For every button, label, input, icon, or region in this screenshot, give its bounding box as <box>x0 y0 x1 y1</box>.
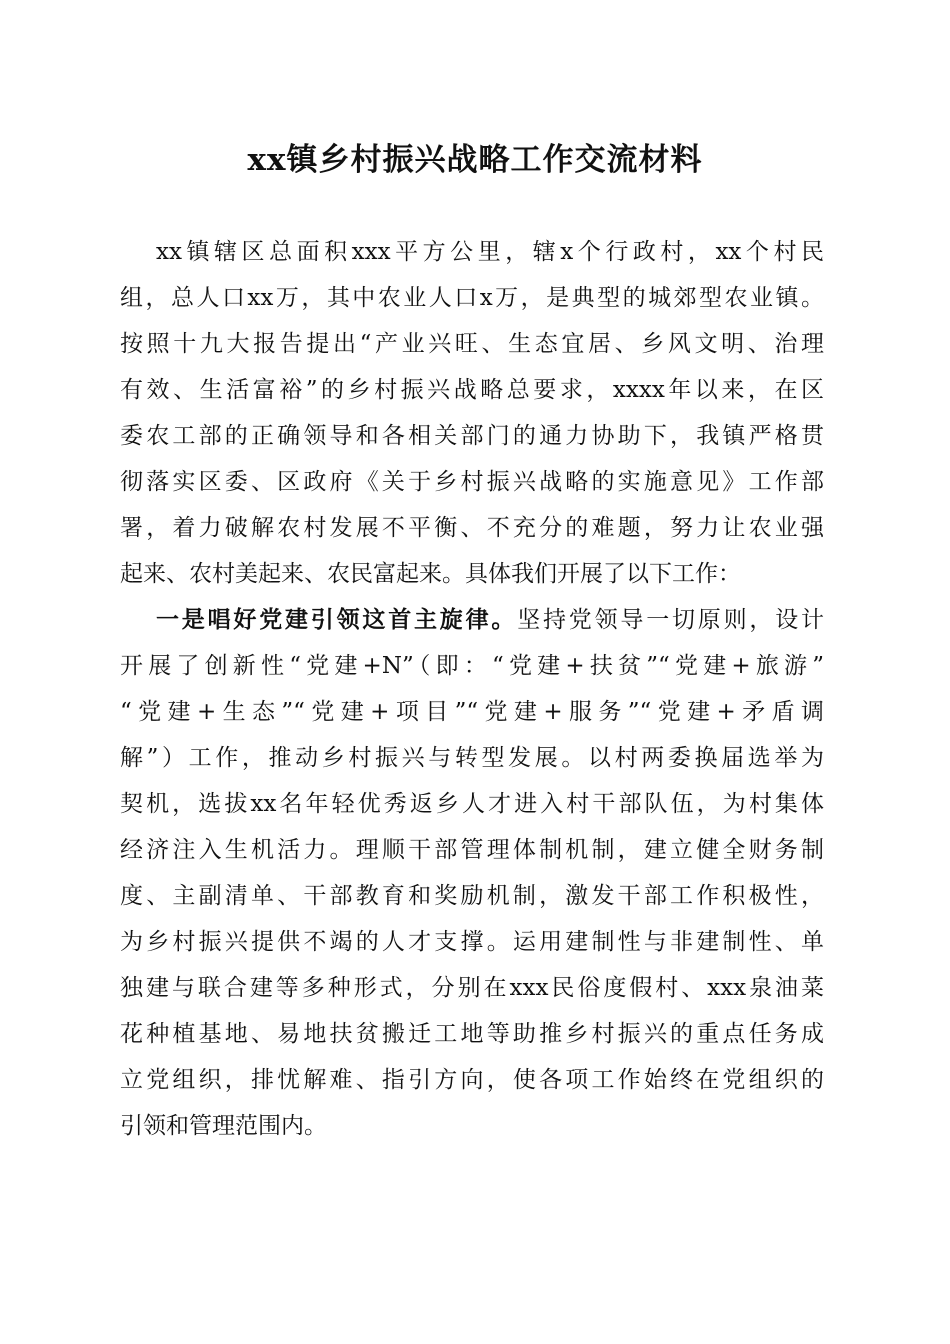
paragraph-line: 经济注入生机活力。理顺干部管理体制机制，建立健全财务制 <box>120 837 824 863</box>
paragraph-line: 度、主副清单、干部教育和奖励机制，激发干部工作积极性， <box>120 883 824 909</box>
paragraph-line: 解”）工作，推动乡村振兴与转型发展。以村两委换届选举为 <box>120 745 824 771</box>
paragraph-line: 委农工部的正确领导和各相关部门的通力协助下，我镇严格贯 <box>120 423 824 449</box>
paragraph-line: “党建+生态”“党建+项目”“党建+服务”“党建+矛盾调 <box>120 699 824 725</box>
paragraph-party-building <box>120 597 824 1149</box>
paragraph-line: xx镇辖区总面积xxx平方公里，辖x个行政村，xx个村民 <box>156 239 824 265</box>
paragraph-line: 组，总人口xx万，其中农业人口x万，是典型的城郊型农业镇。 <box>120 285 824 311</box>
paragraph-lead-rest: 坚持党领导一切原则，设计 <box>517 607 825 633</box>
paragraph-line: 按照十九大报告提出“产业兴旺、生态宜居、乡风文明、治理 <box>120 331 824 357</box>
paragraph-line: 契机，选拔xx名年轻优秀返乡人才进入村干部队伍，为村集体 <box>120 791 824 817</box>
paragraph-line: 有效、生活富裕”的乡村振兴战略总要求，xxxx年以来，在区 <box>120 377 824 403</box>
paragraph-line: 为乡村振兴提供不竭的人才支撑。运用建制性与非建制性、单 <box>120 929 824 955</box>
paragraph-line: 引领和管理范围内。 <box>120 1113 327 1139</box>
paragraph-line: 彻落实区委、区政府《关于乡村振兴战略的实施意见》工作部 <box>120 469 824 495</box>
paragraph-intro <box>120 229 824 597</box>
paragraph-lead-heading: 一是唱好党建引领这首主旋律。 <box>156 606 518 633</box>
paragraph-line: 花种植基地、易地扶贫搬迁工地等助推乡村振兴的重点任务成 <box>120 1021 824 1047</box>
paragraph-first-line <box>120 597 824 643</box>
paragraph-line: 独建与联合建等多种形式，分别在xxx民俗度假村、xxx泉油菜 <box>120 975 824 1001</box>
paragraph-line: 立党组织，排忧解难、指引方向，使各项工作始终在党组织的 <box>120 1067 824 1093</box>
paragraph-line: 起来、农村美起来、农民富起来。具体我们开展了以下工作： <box>120 561 741 587</box>
document-title: xx镇乡村振兴战略工作交流材料 <box>247 142 703 178</box>
document-body <box>120 229 824 1149</box>
paragraph-line: 开展了创新性“党建+N”（即：“党建+扶贫”“党建+旅游” <box>120 653 824 679</box>
paragraph-line: 署，着力破解农村发展不平衡、不充分的难题，努力让农业强 <box>120 515 824 541</box>
